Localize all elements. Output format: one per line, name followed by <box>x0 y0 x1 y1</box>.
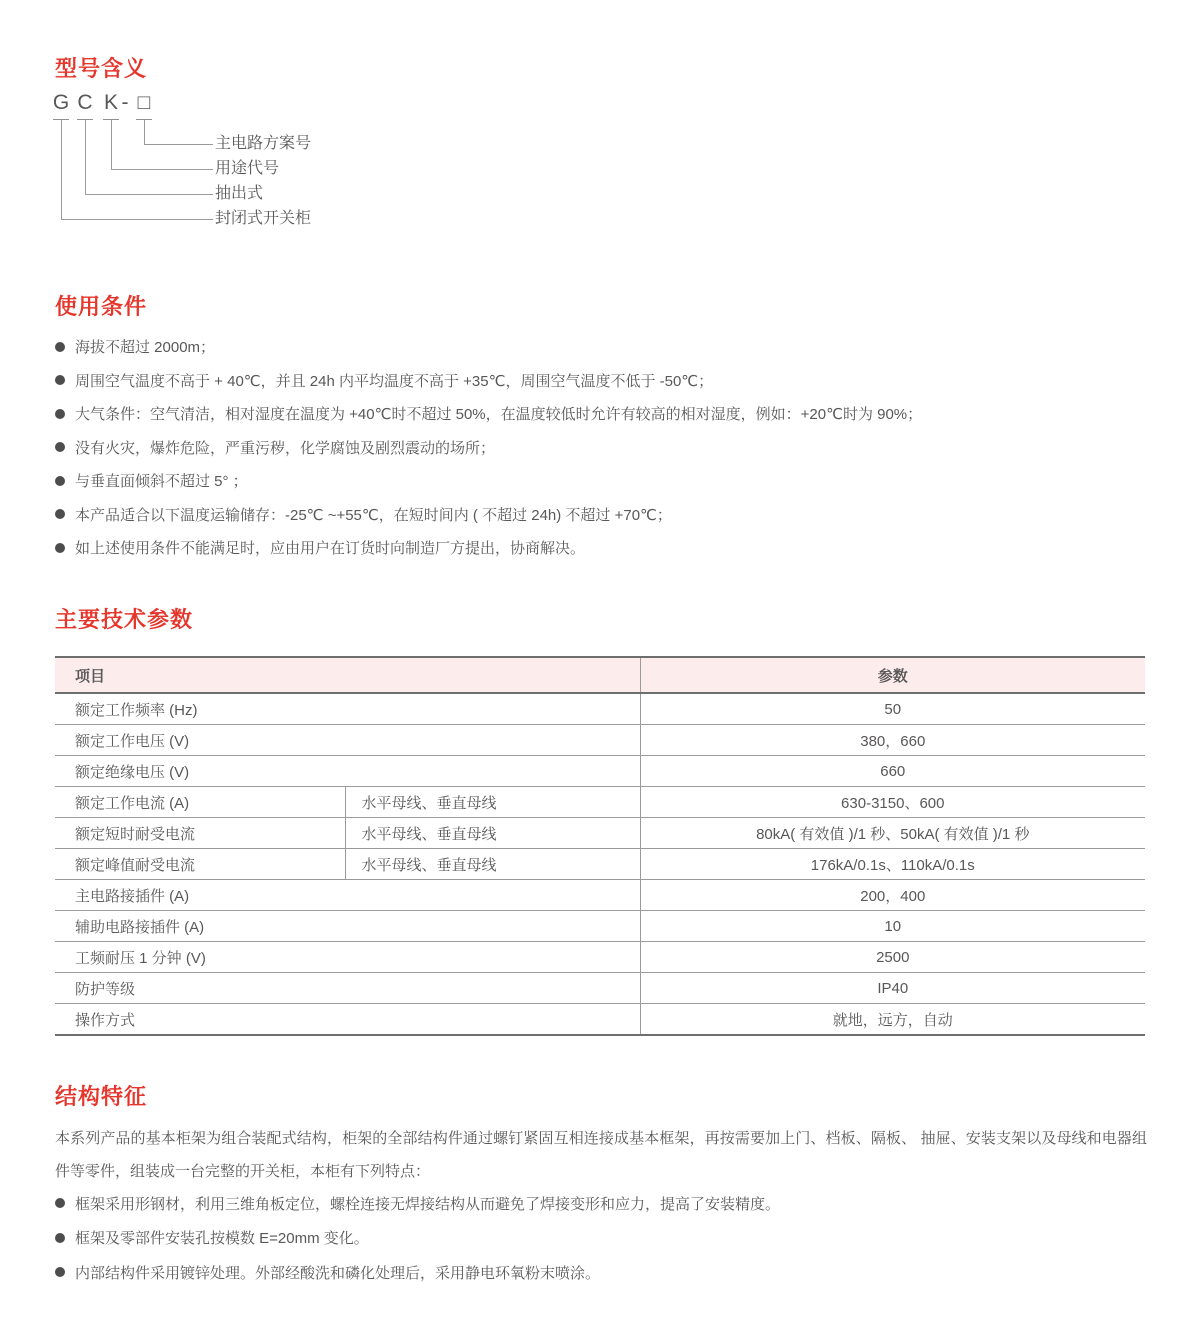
condition-text: 本产品适合以下温度运输储存：-25℃ ~+55℃，在短时间内 ( 不超过 24h) 不超过 +70℃； <box>75 506 672 524</box>
bullet-dot-icon <box>55 476 65 486</box>
feature-text: 内部结构件采用镀锌处理。外部经酸洗和磷化处理后，采用静电环氧粉末喷涂。 <box>75 1264 601 1282</box>
param-item-cell: 额定工作电压 (V) <box>55 725 640 756</box>
param-value-cell: 380，660 <box>640 725 1145 756</box>
header-item-cell: 项目 <box>55 657 640 693</box>
param-value-cell: 200，400 <box>640 880 1145 911</box>
code-label-purpose-code: 用途代号 <box>215 160 280 177</box>
bullet-dot-icon <box>55 442 65 452</box>
code-char-square: □ <box>137 91 151 114</box>
table-header-row <box>55 657 1145 693</box>
section-title-structure-features: 结构特征 <box>55 1084 148 1109</box>
model-code-diagram <box>52 90 875 255</box>
code-char-k: K <box>103 91 119 114</box>
feature-item <box>55 1186 1155 1221</box>
param-value-cell: IP40 <box>640 973 1145 1004</box>
code-char-dash: - <box>121 91 129 114</box>
section-title-model-meaning: 型号含义 <box>55 56 148 81</box>
param-item-cell: 工频耐压 1 分钟 (V) <box>55 942 640 973</box>
condition-item <box>55 431 1155 465</box>
param-busbar-cell: 水平母线、垂直母线 <box>345 818 640 849</box>
header-param-cell: 参数 <box>640 657 1145 693</box>
condition-text: 周围空气温度不高于 + 40℃，并且 24h 内平均温度不高于 +35℃，周围空气温度不低于 -50℃； <box>75 372 714 390</box>
param-item-cell: 操作方式 <box>55 1004 640 1036</box>
connector-line <box>61 120 213 220</box>
technical-parameters-table <box>55 656 1145 1036</box>
feature-text: 框架采用形钢材，利用三维角板定位，螺栓连接无焊接结构从而避免了焊接变形和应力，提高了安装精度。 <box>75 1195 781 1213</box>
bullet-dot-icon <box>55 1233 65 1243</box>
param-value-cell: 就地，远方，自动 <box>640 1004 1145 1036</box>
section-title-usage-conditions: 使用条件 <box>55 294 148 319</box>
condition-item <box>55 531 1155 565</box>
bullet-dot-icon <box>55 409 65 419</box>
condition-item <box>55 464 1155 498</box>
table-row <box>55 787 1145 818</box>
feature-item <box>55 1255 1155 1290</box>
structure-intro-paragraph: 本系列产品的基本柜架为组合装配式结构，柜架的全部结构件通过螺钉紧固互相连接成基本框架，再按需要加上门、档板、隔板、 抽屉、安装支架以及母线和电器组件等零件，组装成一台完整的开关柜，本柜有下列特点： <box>55 1130 1147 1180</box>
bullet-dot-icon <box>55 509 65 519</box>
param-value-cell: 2500 <box>640 942 1145 973</box>
condition-text: 没有火灾，爆炸危险，严重污秽，化学腐蚀及剧烈震动的场所； <box>75 439 496 457</box>
param-item-cell: 额定短时耐受电流 <box>55 818 345 849</box>
table-row <box>55 818 1145 849</box>
usage-conditions-list <box>55 330 1155 565</box>
condition-item <box>55 330 1155 364</box>
code-char-c: C <box>77 91 93 114</box>
table-row <box>55 756 1145 787</box>
param-item-cell: 防护等级 <box>55 973 640 1004</box>
condition-text: 海拔不超过 2000m； <box>75 339 216 357</box>
bullet-dot-icon <box>55 1267 65 1277</box>
bullet-dot-icon <box>55 342 65 352</box>
table-row <box>55 880 1145 911</box>
condition-item <box>55 397 1155 431</box>
code-label-enclosed-switchgear: 封闭式开关柜 <box>215 210 312 227</box>
bullet-dot-icon <box>55 543 65 553</box>
feature-text: 框架及零部件安装孔按模数 E=20mm 变化。 <box>75 1230 369 1248</box>
condition-item <box>55 498 1155 532</box>
condition-item <box>55 364 1155 398</box>
condition-text: 大气条件：空气清洁，相对湿度在温度为 +40℃时不超过 50%，在温度较低时允许有较高的相对湿度，例如：+20℃时为 90%； <box>75 406 923 424</box>
condition-text: 与垂直面倾斜不超过 5° ； <box>75 473 248 491</box>
table-row <box>55 942 1145 973</box>
param-value-cell: 80kA( 有效值 )/1 秒、50kA( 有效值 )/1 秒 <box>640 818 1145 849</box>
param-busbar-cell: 水平母线、垂直母线 <box>345 787 640 818</box>
table-row <box>55 849 1145 880</box>
table-row <box>55 725 1145 756</box>
param-item-cell: 主电路接插件 (A) <box>55 880 640 911</box>
table-row <box>55 1004 1145 1036</box>
param-value-cell: 176kA/0.1s、110kA/0.1s <box>640 849 1145 880</box>
param-value-cell: 50 <box>640 693 1145 725</box>
param-item-cell: 额定绝缘电压 (V) <box>55 756 640 787</box>
structure-features-list <box>55 1186 1155 1290</box>
param-value-cell: 630-3150、600 <box>640 787 1145 818</box>
param-value-cell: 10 <box>640 911 1145 942</box>
table-row <box>55 973 1145 1004</box>
bullet-dot-icon <box>55 375 65 385</box>
table-row <box>55 911 1145 942</box>
param-value-cell: 660 <box>640 756 1145 787</box>
code-label-withdrawable: 抽出式 <box>215 185 264 202</box>
table-row <box>55 693 1145 725</box>
bullet-dot-icon <box>55 1198 65 1208</box>
condition-text: 如上述使用条件不能满足时，应由用户在订货时向制造厂方提出，协商解决。 <box>75 540 586 558</box>
feature-item <box>55 1221 1155 1256</box>
param-busbar-cell: 水平母线、垂直母线 <box>345 849 640 880</box>
param-item-cell: 辅助电路接插件 (A) <box>55 911 640 942</box>
section-title-technical-parameters: 主要技术参数 <box>55 607 194 632</box>
code-label-main-circuit-scheme: 主电路方案号 <box>215 135 312 152</box>
param-item-cell: 额定工作电流 (A) <box>55 787 345 818</box>
param-item-cell: 额定工作频率 (Hz) <box>55 693 640 725</box>
code-char-g: G <box>52 91 70 114</box>
param-item-cell: 额定峰值耐受电流 <box>55 849 345 880</box>
